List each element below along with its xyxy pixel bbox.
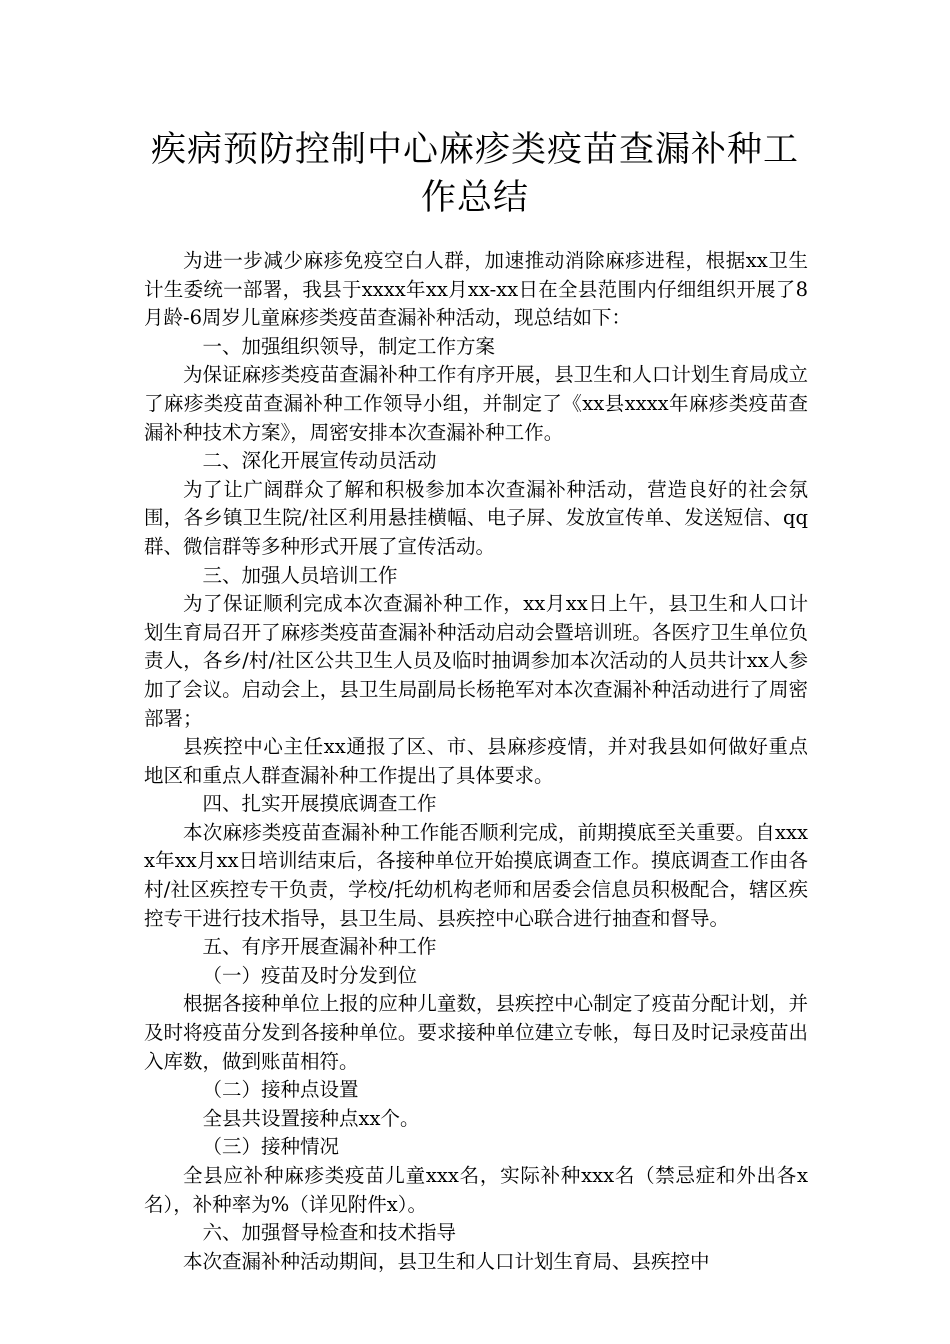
document-title (120, 126, 830, 222)
section-heading-4: 四、扎实开展摸底调查工作 (202, 792, 437, 816)
section-paragraph-2: 为了让广阔群众了解和积极参加本次查漏补种活动，营造良好的社会氛围，各乡镇卫生院/社区利用悬挂横幅、电子屏、发放宣传单、发送短信、qq群、微信群等多种形式开展了宣传活动。 (144, 477, 808, 558)
section-paragraph-3b: 县疾控中心主任xx通报了区、市、县麻疹疫情，并对我县如何做好重点地区和重点人群查漏补种工作提出了具体要求。 (144, 735, 808, 787)
subsection-paragraph-5-1: 根据各接种单位上报的应种儿童数，县疾控中心制定了疫苗分配计划，并及时将疫苗分发到各接种单位。要求接种单位建立专帐，每日及时记录疫苗出入库数，做到账苗相符。 (144, 992, 808, 1073)
subsection-heading-5-1: （一）疫苗及时分发到位 (202, 963, 418, 987)
subsection-paragraph-5-3: 全县应补种麻疹类疫苗儿童xxx名，实际补种xxx名（禁忌症和外出各x名），补种率为%（详见附件x）。 (144, 1164, 808, 1216)
section-heading-1: 一、加强组织领导，制定工作方案 (202, 334, 496, 358)
document-body (144, 247, 808, 1276)
section-heading-2: 二、深化开展宣传动员活动 (202, 449, 437, 473)
title-line-1: 疾病预防控制中心麻疹类疫苗查漏补种工 (150, 130, 799, 170)
section-paragraph-1: 为保证麻疹类疫苗查漏补种工作有序开展，县卫生和人口计划生育局成立了麻疹类疫苗查漏补种工作领导小组，并制定了《xx县xxxx年麻疹类疫苗查漏补种技术方案》，周密安排本次查漏补种工作。 (144, 363, 808, 444)
subsection-heading-5-3: （三）接种情况 (202, 1135, 340, 1159)
section-paragraph-4: 本次麻疹类疫苗查漏补种工作能否顺利完成，前期摸底至关重要。自xxxx年xx月xx日培训结束后，各接种单位开始摸底调查工作。摸底调查工作由各村/社区疾控专干负责，学校/托幼机构老师和居委会信息员积极配合，辖区疾控专干进行技术指导，县卫生局、县疾控中心联合进行抽查和督导。 (144, 820, 808, 930)
subsection-paragraph-5-2: 全县共设置接种点xx个。 (202, 1106, 420, 1130)
section-heading-6: 六、加强督导检查和技术指导 (202, 1221, 457, 1245)
subsection-heading-5-2: （二）接种点设置 (202, 1078, 359, 1102)
title-line-2: 作总结 (420, 178, 529, 218)
intro-paragraph: 为进一步减少麻疹免疫空白人群，加速推动消除麻疹进程，根据xx卫生计生委统一部署，我县于xxxx年xx月xx-xx日在全县范围内仔细组织开展了8月龄-6周岁儿童麻疹类疫苗查漏补种活动，现总结如下： (144, 249, 808, 330)
section-paragraph-6: 本次查漏补种活动期间，县卫生和人口计划生育局、县疾控中 (183, 1249, 710, 1273)
section-heading-3: 三、加强人员培训工作 (202, 563, 398, 587)
section-paragraph-3a: 为了保证顺利完成本次查漏补种工作，xx月xx日上午，县卫生和人口计划生育局召开了麻疹类疫苗查漏补种活动启动会暨培训班。各医疗卫生单位负责人，各乡/村/社区公共卫生人员及临时抽调参加本次活动的人员共计xx人参加了会议。启动会上，县卫生局副局长杨艳军对本次查漏补种活动进行了周密部署； (144, 592, 808, 730)
section-heading-5: 五、有序开展查漏补种工作 (202, 935, 437, 959)
